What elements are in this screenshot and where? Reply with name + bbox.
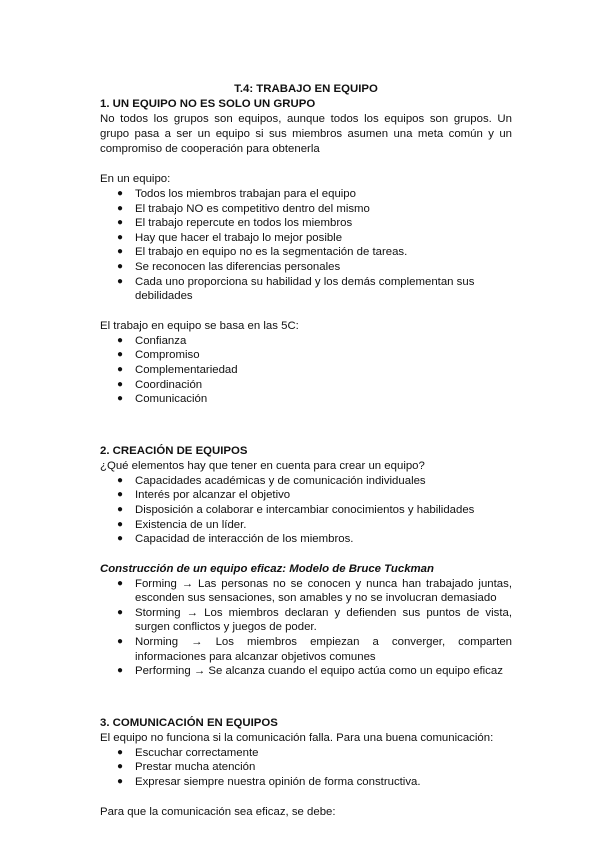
list-item: ● Cada uno proporciona su habilidad y los demás complementan sus debilidades: [117, 275, 475, 303]
bullet-icon: ●: [117, 246, 124, 258]
list-item: ● El trabajo NO es competitivo dentro del mismo: [117, 202, 370, 215]
list-item: ● Capacidades académicas y de comunicación individuales: [117, 474, 426, 487]
bullet-icon: ●: [117, 363, 124, 375]
document-title: T.4: TRABAJO EN EQUIPO: [234, 83, 378, 95]
section-2-heading: 2. CREACIÓN DE EQUIPOS: [100, 444, 248, 457]
bullet-icon: ●: [117, 378, 124, 390]
section-1-list-2-label: El trabajo en equipo se basa en las 5C:: [100, 319, 299, 332]
bullet-icon: ●: [117, 275, 124, 287]
list-item: ● Disposición a colaborar e intercambiar conocimientos y habilidades: [117, 503, 475, 516]
bullet-icon: ●: [117, 393, 124, 405]
section-1-heading: 1. UN EQUIPO NO ES SOLO UN GRUPO: [100, 98, 316, 110]
bullet-icon: ●: [117, 606, 124, 618]
list-item: ● Performing → Se alcanza cuando el equipo actúa como un equipo eficaz: [117, 665, 503, 678]
section-1-list-1-label: En un equipo:: [100, 173, 171, 185]
section-1-intro: No todos los grupos son equipos, aunque todos los equipos son grupos. Un grupo pasa a ser un equipo si sus miembros asumen una meta común y un compromiso de cooperación para obtenerla: [100, 113, 512, 155]
list-item: ● Todos los miembros trabajan para el equipo: [117, 188, 356, 200]
section-3-closing: Para que la comunicación sea eficaz, se debe:: [100, 805, 336, 818]
bullet-icon: ●: [117, 533, 124, 545]
bullet-icon: ●: [117, 202, 124, 214]
bullet-icon: ●: [117, 489, 124, 501]
bullet-icon: ●: [117, 217, 124, 229]
section-3-heading: 3. COMUNICACIÓN EN EQUIPOS: [100, 716, 278, 729]
list-item: ● Hay que hacer el trabajo lo mejor posible: [117, 231, 343, 244]
list-item: ● Confianza: [117, 334, 187, 347]
bullet-icon: ●: [117, 776, 124, 788]
list-item: ● Interés por alcanzar el objetivo: [117, 489, 291, 502]
bullet-icon: ●: [117, 260, 124, 272]
bullet-icon: ●: [117, 518, 124, 530]
list-item: ● El trabajo en equipo no es la segmentación de tareas.: [117, 246, 408, 259]
section-2-question: ¿Qué elementos hay que tener en cuenta para crear un equipo?: [100, 459, 425, 472]
bullet-icon: ●: [117, 474, 124, 486]
section-2-list: [100, 474, 512, 547]
bullet-icon: ●: [117, 665, 124, 677]
document-page: [100, 82, 512, 820]
tuckman-list: [100, 577, 512, 679]
bullet-icon: ●: [117, 188, 124, 199]
section-1-list-2: [100, 334, 512, 407]
section-1-list-1: [100, 187, 512, 304]
list-item: ● Prestar mucha atención: [117, 761, 256, 774]
list-item: ● Forming → Las personas no se conocen y nunca han trabajado juntas, esconden sus sensaciones, son amables y no se involucran demasiado: [117, 577, 512, 605]
tuckman-subheading: Construcción de un equipo eficaz: Modelo de Bruce Tuckman: [100, 562, 434, 575]
section-3-list: [100, 746, 512, 790]
list-item: ● Escuchar correctamente: [117, 746, 259, 759]
list-item: ● Complementariedad: [117, 363, 238, 376]
bullet-icon: ●: [117, 349, 124, 361]
list-item: ● Existencia de un líder.: [117, 518, 247, 531]
bullet-icon: ●: [117, 231, 124, 243]
list-item: ● Capacidad de interacción de los miembros.: [117, 533, 354, 546]
bullet-icon: ●: [117, 503, 124, 515]
bullet-icon: ●: [117, 746, 124, 758]
list-item: ● Expresar siempre nuestra opinión de forma constructiva.: [117, 776, 421, 789]
list-item: ● Coordinación: [117, 378, 203, 391]
list-item: ● Comunicación: [117, 393, 208, 406]
list-item: ● El trabajo repercute en todos los miembros: [117, 217, 353, 230]
list-item: ● Se reconocen las diferencias personales: [117, 260, 341, 273]
bullet-icon: ●: [117, 761, 124, 773]
bullet-icon: ●: [117, 636, 124, 648]
list-item: ● Storming → Los miembros declaran y defienden sus puntos de vista, surgen conflictos y juegos de poder.: [117, 606, 512, 634]
bullet-icon: ●: [117, 577, 124, 589]
list-item: ● Compromiso: [117, 349, 200, 362]
list-item: ● Norming → Los miembros empiezan a converger, comparten informaciones para alcanzar objetivos comunes: [117, 636, 512, 663]
bullet-icon: ●: [117, 334, 124, 346]
section-3-intro: El equipo no funciona si la comunicación falla. Para una buena comunicación:: [100, 731, 494, 744]
